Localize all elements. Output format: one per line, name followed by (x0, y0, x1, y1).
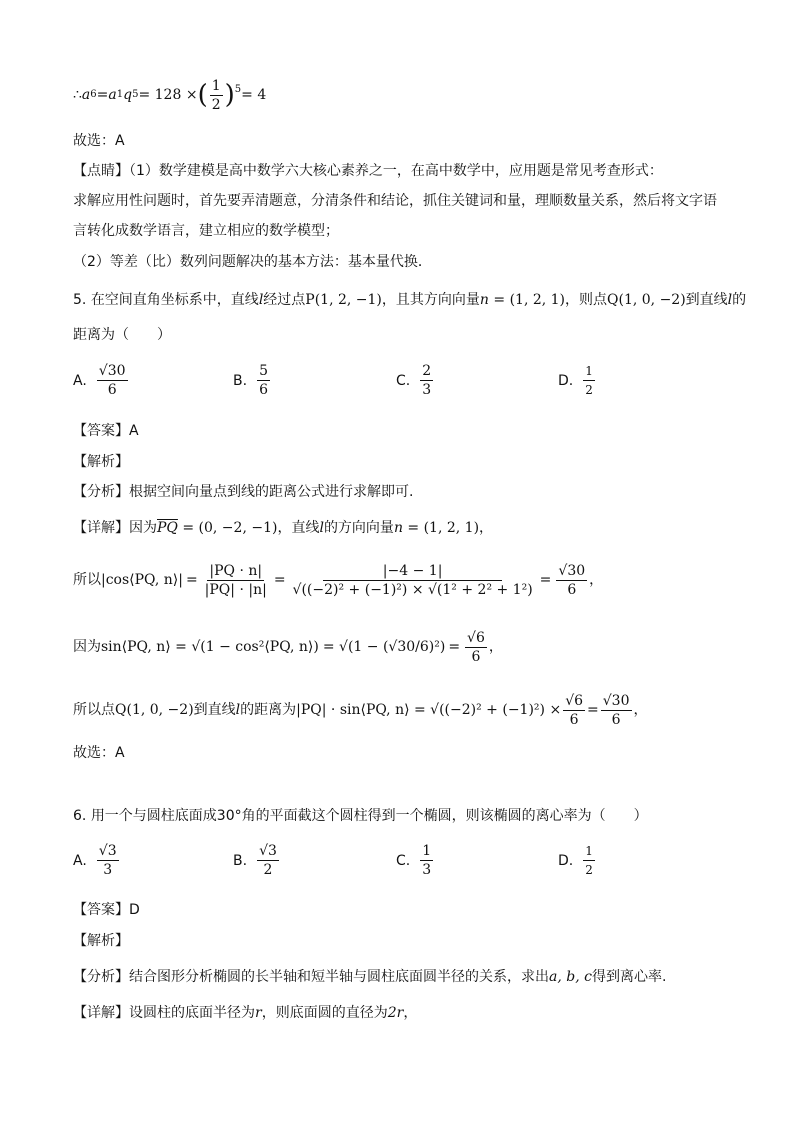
option-fraction (257, 842, 279, 879)
equals-128: = 128 × (138, 87, 198, 103)
numerator: |PQ · n| (209, 562, 263, 579)
var-q: q (123, 87, 133, 103)
q6-xiangjie (73, 1003, 417, 1023)
denominator: 6 (567, 581, 577, 598)
sin-result (465, 629, 487, 666)
answer-select: 故选：A (73, 133, 125, 149)
option-fraction (97, 362, 128, 399)
dianjing-line-4: （2）等差（比）数列问题解决的基本方法：基本量代换． (73, 254, 432, 270)
numerator: √6 (565, 692, 584, 709)
equals-result: = 4 (241, 87, 267, 103)
left-paren: ( (197, 80, 208, 110)
equals: = (273, 572, 286, 588)
q5-cos-equation (73, 558, 603, 602)
dianjing-text: （1）数学建模是高中数学六大核心素养之一，在高中数学中，应用题是常见考查形式： (129, 163, 663, 179)
stem-text: 经过点 (263, 292, 306, 308)
equals: = (185, 572, 198, 588)
q6-answer: 【答案】D (73, 902, 140, 918)
denominator: |PQ| · |n| (204, 581, 267, 598)
var-l: l (235, 702, 241, 718)
numerator: √30 (558, 562, 586, 579)
denominator: 6 (259, 382, 268, 398)
text: 到直线 (193, 702, 236, 718)
option-fraction (583, 842, 595, 879)
equals: = (96, 87, 109, 103)
vars-abc: a, b, c (549, 969, 592, 985)
vector-pq-value: = (0, −2, −1) (177, 520, 278, 536)
option-label: C. (396, 372, 411, 389)
dianjing-tag: 【点睛】 (73, 163, 129, 179)
q6-fenxi (73, 967, 666, 987)
equals: = (448, 639, 461, 655)
numerator: 5 (259, 363, 268, 379)
denominator: 6 (611, 711, 621, 728)
var-2r: 2r (387, 1005, 404, 1021)
right-paren: ) (224, 80, 235, 110)
denominator: 6 (107, 382, 117, 398)
distance-fraction-1 (563, 692, 585, 729)
therefore-symbol: ∴ (73, 87, 82, 103)
option-label: D. (558, 852, 574, 869)
option-fraction (420, 362, 433, 399)
vector-n-value: = (1, 2, 1) (488, 292, 566, 308)
denominator: 6 (471, 648, 481, 665)
stem-text: ，则点 (565, 292, 608, 308)
var-r: r (255, 1005, 262, 1021)
stem-text: 用一个与圆柱底面成30°角的平面截这个圆柱得到一个椭圆，则该椭圆的离心率为（ ） (90, 808, 648, 824)
q5-option-d (558, 362, 597, 399)
var-a: a (81, 87, 91, 103)
subscript: 1 (116, 89, 124, 100)
denominator: 2 (585, 383, 593, 397)
denominator: 2 (263, 862, 273, 878)
sin-lhs: sin⟨PQ, n⟩ = √(1 − cos²⟨PQ, n⟩) (101, 639, 319, 655)
text: 得到离心率. (591, 969, 667, 985)
text: ，直线 (277, 520, 320, 536)
q5-jiexi: 【解析】 (73, 454, 129, 470)
stem-text: 在空间直角坐标系中，直线 (90, 292, 259, 308)
q6-option-b (233, 842, 281, 879)
stem-text: 到直线 (685, 292, 728, 308)
option-label: B. (233, 852, 248, 869)
option-label: B. (233, 372, 248, 389)
denominator: 2 (585, 863, 593, 877)
q5-stem-line-2: 距离为（ ） (73, 327, 171, 343)
denominator: √((−2)² + (−1)²) × √(1² + 2² + 1²) (292, 581, 533, 598)
numerator: |−4 − 1| (323, 562, 503, 581)
numerator: 1 (583, 842, 595, 861)
q6-option-d (558, 842, 597, 879)
point-q: Q(1, 0, −2) (607, 292, 686, 308)
numerator: 1 (583, 362, 595, 381)
option-fraction (257, 362, 270, 399)
var-l: l (319, 520, 324, 536)
text: 因为 (73, 639, 101, 655)
exponent: 5 (234, 84, 242, 95)
numerator: 2 (422, 363, 432, 379)
q5-distance-equation (73, 688, 648, 732)
vector-pq: $\overline{PQ}$ (157, 520, 178, 536)
text: 【分析】结合图形分析椭圆的长半轴和短半轴与圆柱底面圆半径的关系，求出 (73, 969, 549, 985)
dianjing-line-1 (73, 161, 663, 181)
denominator: 2 (211, 96, 221, 113)
option-label: A. (73, 852, 87, 869)
text: ， (589, 572, 604, 588)
cos-lhs: |cos⟨PQ, n⟩| (101, 572, 183, 588)
cos-fraction-numeric (291, 562, 535, 599)
numerator: √3 (259, 843, 277, 859)
denominator: 3 (422, 382, 432, 398)
q5-option-a (73, 362, 130, 399)
vector-n-value: = (1, 2, 1) (402, 520, 480, 536)
point-p: P(1, 2, −1) (305, 292, 382, 308)
denominator: 6 (569, 711, 579, 728)
q6-option-c (396, 842, 435, 879)
vector-n: n (479, 292, 489, 308)
point-q: Q(1, 0, −2) (115, 702, 194, 718)
option-label: C. (396, 852, 411, 869)
q6-jiexi: 【解析】 (73, 933, 129, 949)
question-number: 5. (73, 292, 87, 308)
numerator: 1 (211, 77, 221, 94)
numerator: √3 (98, 843, 117, 859)
q5-answer: 【答案】A (73, 423, 139, 439)
numerator: 1 (422, 843, 432, 859)
numerator: √30 (602, 692, 630, 709)
distance-fraction-2 (601, 692, 632, 729)
cos-fraction-symbolic (203, 562, 269, 599)
text: ， (633, 702, 648, 718)
q5-xiangjie (73, 518, 493, 538)
text: ， (488, 639, 503, 655)
text: 【详解】设圆柱的底面半径为 (73, 1005, 255, 1021)
q5-sin-equation (73, 622, 503, 672)
q5-select: 故选：A (73, 745, 125, 761)
option-label: A. (73, 372, 87, 389)
text: 所以 (73, 572, 101, 588)
vector-n: n (393, 520, 403, 536)
dianjing-line-2: 求解应用性问题时，首先要弄清题意，分清条件和结论，抓住关键词和量，理顺数量关系，然后将文字语 (73, 193, 717, 209)
sin-mid: = √(1 − (√30/6)²) (322, 639, 446, 655)
var-a: a (108, 87, 117, 103)
numerator: √6 (467, 629, 485, 646)
text: ，则底面圆的直径为 (261, 1005, 388, 1021)
text: 的距离为 (240, 702, 297, 718)
denominator: 3 (422, 862, 432, 878)
var-l: l (727, 292, 733, 308)
text: ， (403, 1005, 418, 1021)
numerator: √30 (98, 363, 126, 379)
q5-stem-line-1 (73, 290, 746, 310)
dianjing-line-3: 言转化成数学语言，建立相应的数学模型； (73, 223, 339, 239)
cos-result (556, 562, 587, 599)
equals: = (587, 702, 599, 718)
text: 所以点 (73, 702, 115, 718)
stem-text: 的 (732, 292, 747, 308)
text: ， (479, 520, 494, 536)
subscript: 6 (90, 89, 97, 100)
q6-stem (73, 806, 648, 826)
option-label: D. (558, 372, 574, 389)
q6-option-a (73, 842, 121, 879)
xiangjie-tag: 【详解】因为 (73, 520, 157, 536)
q5-option-c (396, 362, 435, 399)
option-fraction (97, 842, 119, 879)
q5-option-b (233, 362, 272, 399)
denominator: 3 (103, 862, 113, 878)
fraction-half (210, 77, 223, 114)
stem-text: ，且其方向向量 (381, 292, 480, 308)
question-number: 6. (73, 808, 87, 824)
equals: = (539, 572, 552, 588)
var-l: l (258, 292, 264, 308)
equation-a6 (73, 78, 266, 112)
option-fraction (583, 362, 595, 399)
text: 的方向向量 (323, 520, 394, 536)
exponent: 5 (132, 89, 139, 100)
option-fraction (420, 842, 433, 879)
distance-expr: |PQ| · sin⟨PQ, n⟩ = √((−2)² + (−1)²) × (296, 702, 562, 718)
q5-fenxi: 【分析】根据空间向量点到线的距离公式进行求解即可. (73, 484, 414, 500)
